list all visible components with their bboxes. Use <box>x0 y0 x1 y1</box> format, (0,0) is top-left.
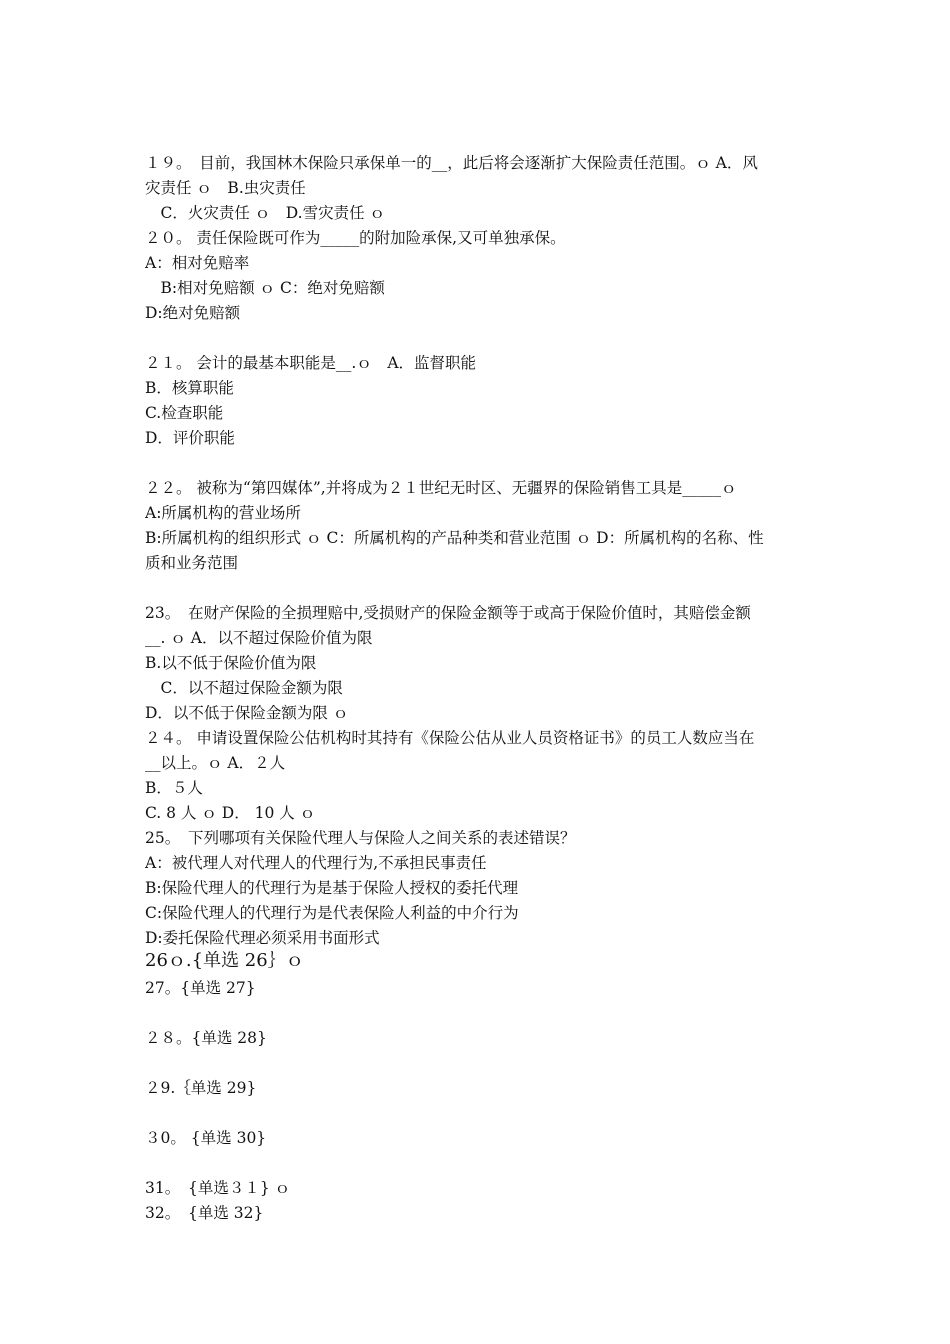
question-21-option-b: B．核算职能 <box>145 379 234 397</box>
question-19-line-1: １９。 目前，我国林木保险只承保单一的__，此后将会逐渐扩大保险责任范围。ｏ A．风 <box>145 154 758 172</box>
question-20-text: ２０。 责任保险既可作为_____的附加险承保,又可单独承保。 <box>145 229 566 247</box>
question-23-line-1: 23。 在财产保险的全损理赔中,受损财产的保险金额等于或高于保险价值时，其赔偿金额 <box>145 604 751 622</box>
question-32-text: 32。 {单选 32} <box>145 1204 264 1222</box>
question-25-text: 25。 下列哪项有关保险代理人与保险人之间关系的表述错误？ <box>145 829 576 847</box>
question-28-text: ２８。{单选 28} <box>145 1029 267 1047</box>
question-27-text: 27。{单选 27} <box>145 979 256 997</box>
question-20-option-d: D:绝对免赔额 <box>145 304 241 322</box>
question-31-text: 31。 {单选３１} ｏ <box>145 1179 291 1197</box>
question-23-line-2: __. ｏ A．以不超过保险价值为限 <box>145 629 373 647</box>
question-21-option-d: D．评价职能 <box>145 429 235 447</box>
question-19-line-3: C．火灾责任 ｏ D.雪灾责任 ｏ <box>145 204 386 222</box>
question-30-text: ３0。 {单选 30} <box>145 1129 267 1147</box>
question-21-text: ２１。 会计的最基本职能是__.ｏ A．监督职能 <box>145 354 477 372</box>
question-25-option-a: A：被代理人对代理人的代理行为,不承担民事责任 <box>145 854 487 872</box>
question-22-options-line-2: 质和业务范围 <box>145 554 239 572</box>
question-25-option-c: C:保险代理人的代理行为是代表保险人利益的中介行为 <box>145 904 519 922</box>
question-29-text: ２9.｛单选 29} <box>145 1079 257 1097</box>
question-24-option-b: B．５人 <box>145 779 203 797</box>
question-24-line-2: __以上。ｏ A．２人 <box>145 754 286 772</box>
question-26-text: 26ｏ.{单选 26｝ｏ <box>145 951 304 971</box>
question-20-option-b-c: B:相对免赔额 ｏ C：绝对免赔额 <box>145 279 385 297</box>
question-23-option-c: C．以不超过保险金额为限 <box>145 679 343 697</box>
question-22-options-line-1: B:所属机构的组织形式 ｏ C：所属机构的产品种类和营业范围 ｏ D：所属机构的名称、性 <box>145 529 764 547</box>
question-23-option-d: D．以不低于保险金额为限 ｏ <box>145 704 349 722</box>
question-25-option-d: D:委托保险代理必须采用书面形式 <box>145 929 380 947</box>
question-25-option-b: B:保险代理人的代理行为是基于保险人授权的委托代理 <box>145 879 519 897</box>
question-24-option-c-d: C. 8 人 ｏ D． 10 人 ｏ <box>145 804 316 822</box>
question-19-line-2: 灾责任 ｏ B.虫灾责任 <box>145 179 306 197</box>
question-22-text: ２２。 被称为“第四媒体”,并将成为２１世纪无时区、无疆界的保险销售工具是_____ｏ <box>145 479 737 497</box>
question-21-option-c: C.检查职能 <box>145 404 224 422</box>
question-23-option-b: B.以不低于保险价值为限 <box>145 654 317 672</box>
question-22-option-a: A:所属机构的营业场所 <box>145 504 301 522</box>
question-20-option-a: A：相对免赔率 <box>145 254 250 272</box>
question-24-line-1: ２４。 申请设置保险公估机构时其持有《保险公估从业人员资格证书》的员工人数应当在 <box>145 729 755 747</box>
